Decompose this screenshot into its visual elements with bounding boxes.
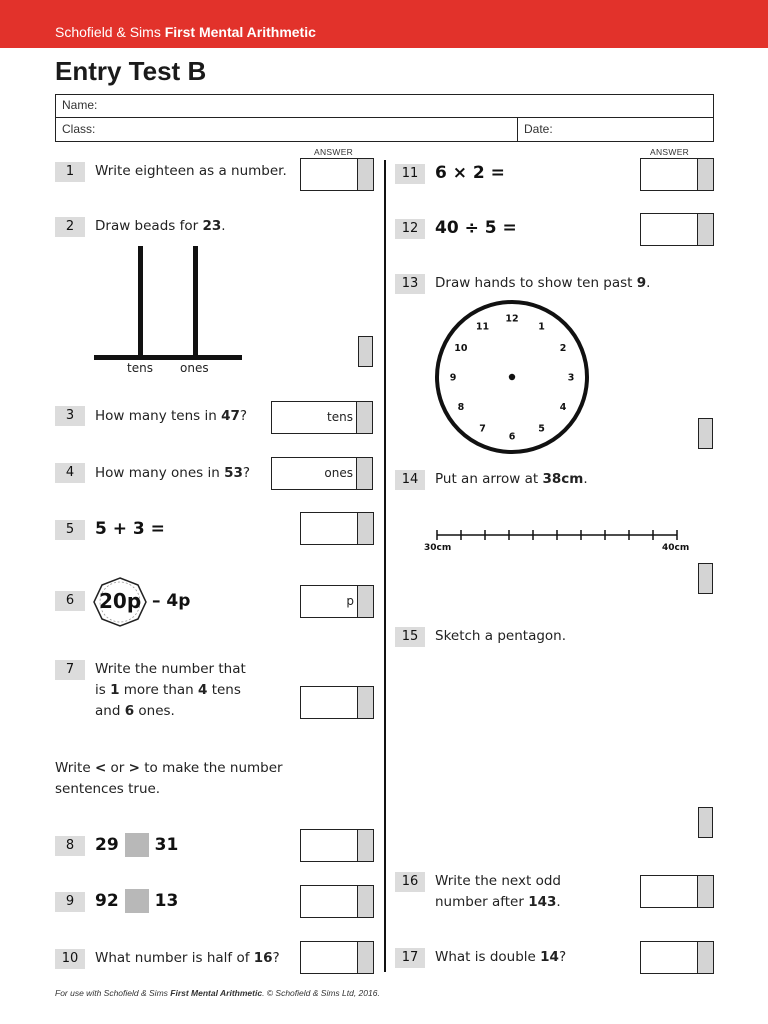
text-part: to make the number — [139, 760, 283, 776]
clock-numeral: 1 — [538, 321, 545, 333]
text-bold: 16 — [253, 950, 273, 966]
question-number: 7 — [55, 660, 85, 680]
ones-rod — [193, 246, 198, 358]
text-part: ? — [242, 465, 251, 481]
clock-numeral: 3 — [567, 372, 575, 384]
text-line: sentences true. — [55, 781, 161, 797]
answer-box[interactable] — [300, 158, 374, 191]
text-part: Draw beads for — [95, 218, 203, 234]
question-number: 2 — [55, 217, 85, 237]
text-bold: 14 — [540, 949, 559, 965]
question-text: Write eighteen as a number. — [95, 163, 287, 179]
answer-box[interactable] — [300, 941, 374, 974]
text-part: How many ones in — [95, 465, 225, 481]
text-bold: 6 — [124, 703, 135, 719]
text-line: Write the next odd — [435, 873, 561, 889]
comparison-right: 13 — [154, 891, 179, 911]
comparison-right: 31 — [154, 835, 179, 855]
text-bold: < — [94, 760, 107, 776]
answer-box[interactable] — [300, 585, 374, 618]
answer-box[interactable] — [300, 512, 374, 545]
publisher-name: Schofield & Sims — [55, 24, 161, 40]
clock-numeral: 6 — [508, 431, 516, 443]
text-part: tens — [207, 682, 241, 698]
question-text — [95, 406, 247, 427]
footer-part: . © Schofield & Sims Ltd, 2016. — [262, 988, 380, 998]
footer-part: For use with Schofield & Sims — [55, 988, 171, 998]
question-expression: 40 ÷ 5 = — [435, 218, 517, 238]
text-line — [435, 892, 561, 913]
header-bar — [0, 0, 768, 48]
answer-box[interactable] — [300, 686, 374, 719]
question-number: 8 — [55, 836, 85, 856]
text-part: Put an arrow at — [435, 471, 543, 487]
unit-label: ones — [324, 466, 353, 480]
class-label: Class: — [62, 122, 96, 136]
answer-box[interactable] — [271, 401, 373, 434]
text-bold: 143 — [528, 894, 557, 910]
name-row[interactable] — [56, 95, 713, 118]
answer-box[interactable] — [640, 941, 714, 974]
question-text — [95, 659, 246, 722]
text-bold: 9 — [636, 275, 647, 291]
text-part: ? — [558, 949, 567, 965]
question-text — [435, 947, 566, 968]
text-part: . — [646, 275, 651, 291]
comparison — [95, 889, 178, 913]
text-part: number after — [435, 894, 529, 910]
text-part: . — [556, 894, 561, 910]
text-part: What is double — [435, 949, 541, 965]
text-bold: 38cm — [542, 471, 584, 487]
abacus-diagram[interactable] — [90, 244, 250, 364]
question-expression: – 4p — [152, 591, 191, 611]
text-part: Draw hands to show ten past — [435, 275, 637, 291]
text-part: How many tens in — [95, 408, 222, 424]
answer-box[interactable] — [640, 213, 714, 246]
clock-face[interactable] — [433, 298, 591, 456]
question-number: 5 — [55, 520, 85, 540]
text-part: ones. — [134, 703, 175, 719]
question-number: 12 — [395, 219, 425, 239]
text-part: ? — [272, 950, 280, 966]
answer-header-left: ANSWER — [314, 147, 354, 157]
clock-numeral: 12 — [505, 313, 519, 325]
question-number: 14 — [395, 470, 425, 490]
question-number: 17 — [395, 948, 425, 968]
comparison — [95, 833, 178, 857]
clock-numeral: 2 — [559, 343, 567, 354]
brand-line — [55, 24, 316, 40]
answer-box[interactable] — [300, 829, 374, 862]
comparison-left: 92 — [95, 891, 119, 911]
tens-rod — [138, 246, 143, 358]
question-text — [95, 216, 226, 237]
answer-box[interactable] — [271, 457, 373, 490]
clock-numeral: 11 — [475, 321, 490, 333]
text-part: . — [583, 471, 588, 487]
footer-text — [55, 988, 380, 998]
clock-numeral: 7 — [479, 423, 486, 435]
question-number: 13 — [395, 274, 425, 294]
question-text — [435, 273, 650, 294]
mark-box — [698, 563, 713, 594]
comparison-blank — [125, 889, 149, 913]
question-number: 3 — [55, 406, 85, 426]
text-part: ? — [239, 408, 248, 424]
question-number: 4 — [55, 463, 85, 483]
text-line: Write the number that — [95, 661, 246, 677]
name-label: Name: — [62, 98, 98, 112]
text-line — [95, 701, 246, 722]
instruction-text — [55, 758, 283, 800]
mark-box — [698, 807, 713, 838]
text-bold: > — [128, 760, 140, 776]
coin-label: 20p — [99, 589, 142, 613]
date-label: Date: — [524, 122, 553, 136]
text-part: is — [95, 682, 111, 698]
answer-box[interactable] — [640, 875, 714, 908]
question-number: 15 — [395, 627, 425, 647]
clock-numeral: 8 — [457, 402, 465, 413]
text-part: and — [95, 703, 125, 719]
ruler-line[interactable] — [430, 524, 686, 544]
text-bold: 23 — [202, 218, 222, 234]
footer-bold: First Mental Arithmetic — [170, 988, 263, 998]
mark-box — [358, 336, 373, 367]
text-bold: 1 — [110, 682, 120, 698]
abacus-base — [94, 355, 242, 360]
answer-box[interactable] — [640, 158, 714, 191]
ruler-start-label: 30cm — [424, 543, 452, 553]
question-text — [435, 871, 561, 913]
text-part: What number is half of — [95, 950, 254, 966]
text-bold: 4 — [198, 682, 208, 698]
comparison-left: 29 — [95, 835, 119, 855]
text-part: or — [106, 760, 129, 776]
answer-header-right: ANSWER — [650, 147, 690, 157]
page-title: Entry Test B — [55, 56, 207, 86]
text-part: more than — [119, 682, 199, 698]
question-text: Sketch a pentagon. — [435, 628, 567, 644]
question-number: 11 — [395, 164, 425, 184]
clock-numeral: 10 — [454, 343, 468, 354]
sketch-area[interactable] — [435, 655, 685, 845]
ones-label: ones — [180, 361, 209, 375]
question-text — [95, 948, 280, 969]
unit-label: p — [346, 594, 354, 608]
tens-label: tens — [127, 361, 153, 375]
question-text — [95, 463, 250, 484]
question-number: 9 — [55, 892, 85, 912]
mark-box — [698, 418, 713, 449]
text-bold: 47 — [221, 408, 240, 424]
clock-numeral: 9 — [449, 372, 457, 384]
question-number: 10 — [55, 949, 85, 969]
text-part: Write — [55, 760, 95, 776]
info-box — [55, 94, 714, 142]
question-number: 16 — [395, 872, 425, 892]
text-part: . — [221, 218, 226, 234]
clock-center — [509, 374, 515, 380]
info-divider — [517, 118, 518, 142]
ruler-end-label: 40cm — [662, 543, 690, 553]
question-number: 1 — [55, 162, 85, 182]
question-text — [435, 469, 588, 490]
text-line — [55, 758, 283, 779]
product-name: First Mental Arithmetic — [164, 24, 316, 40]
answer-box[interactable] — [300, 885, 374, 918]
question-expression: 5 + 3 = — [95, 519, 165, 539]
clock-numeral: 5 — [538, 423, 545, 435]
comparison-blank — [125, 833, 149, 857]
text-bold: 53 — [224, 465, 243, 481]
unit-label: tens — [327, 410, 353, 424]
question-number: 6 — [55, 591, 85, 611]
question-expression: 6 × 2 = — [435, 163, 505, 183]
clock-numeral: 4 — [559, 402, 567, 413]
column-divider — [384, 160, 386, 972]
text-line — [95, 680, 246, 701]
